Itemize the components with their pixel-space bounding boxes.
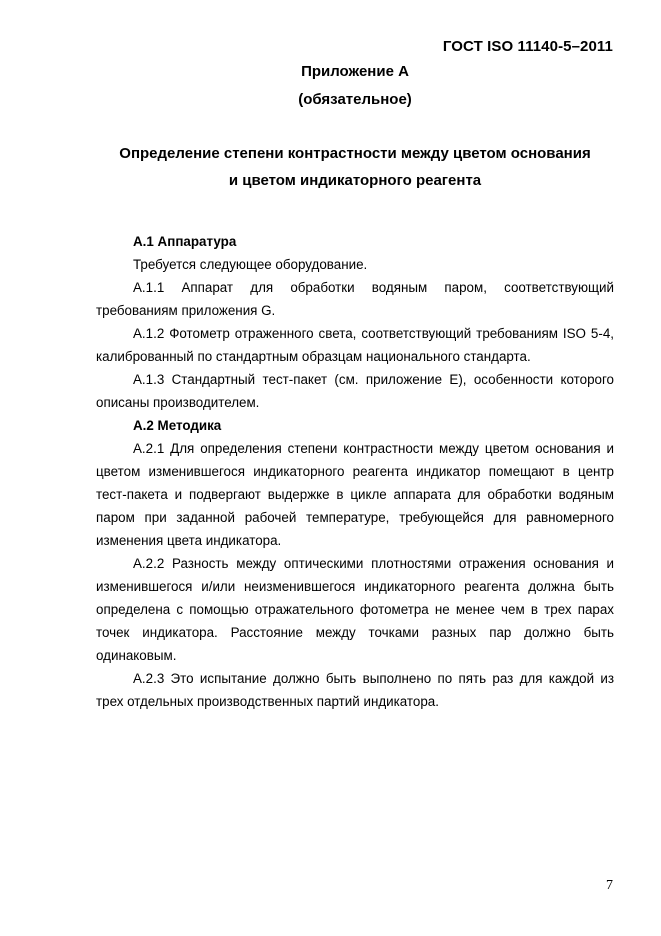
paragraph: А.2.2 Разность между оптическими плотностями отражения основания и изменившегося и/или неизменившегося индикаторного реагента должна быть определена с помощью отражательного фотометра не менее чем в трех парах точек индикатора. Расстояние между точками разных пар должно быть одинаковым.: [96, 556, 614, 663]
section-heading-a2: А.2 Методика: [133, 418, 222, 433]
page-number: 7: [606, 878, 613, 893]
section-heading-a1: А.1 Аппаратура: [133, 234, 237, 249]
paragraph: А.1.2 Фотометр отраженного света, соответствующий требованиям ISO 5-4, калиброванный по стандартным образцам национального стандарта.: [96, 326, 614, 364]
annex-heading-line-2: и цветом индикаторного реагента: [228, 172, 482, 189]
annex-title: Приложение А: [301, 63, 409, 80]
annex-heading-line-1: Определение степени контрастности между цветом основания: [119, 145, 591, 162]
document-code: ГОСТ ISO 11140-5–2011: [442, 38, 613, 55]
paragraph: А.1.1 Аппарат для обработки водяным паром, соответствующий требованиям приложения G.: [96, 280, 614, 318]
annex-heading: [0, 140, 661, 194]
paragraph: А.2.3 Это испытание должно быть выполнено по пять раз для каждой из трех отдельных производственных партий индикатора.: [96, 671, 614, 709]
body-text: [96, 230, 614, 713]
annex-status: (обязательное): [298, 91, 412, 108]
paragraph: А.2.1 Для определения степени контрастности между цветом основания и цветом изменившегося индикаторного реагента индикатор помещают в центр тест-пакета и подвергают выдержке в цикле аппарата для обработки водяным паром при заданной рабочей температуре, требующейся для равномерного изменения цвета индикатора.: [96, 441, 614, 548]
paragraph: А.1.3 Стандартный тест-пакет (см. приложение Е), особенности которого описаны производителем.: [96, 372, 614, 410]
paragraph: Требуется следующее оборудование.: [133, 257, 368, 272]
